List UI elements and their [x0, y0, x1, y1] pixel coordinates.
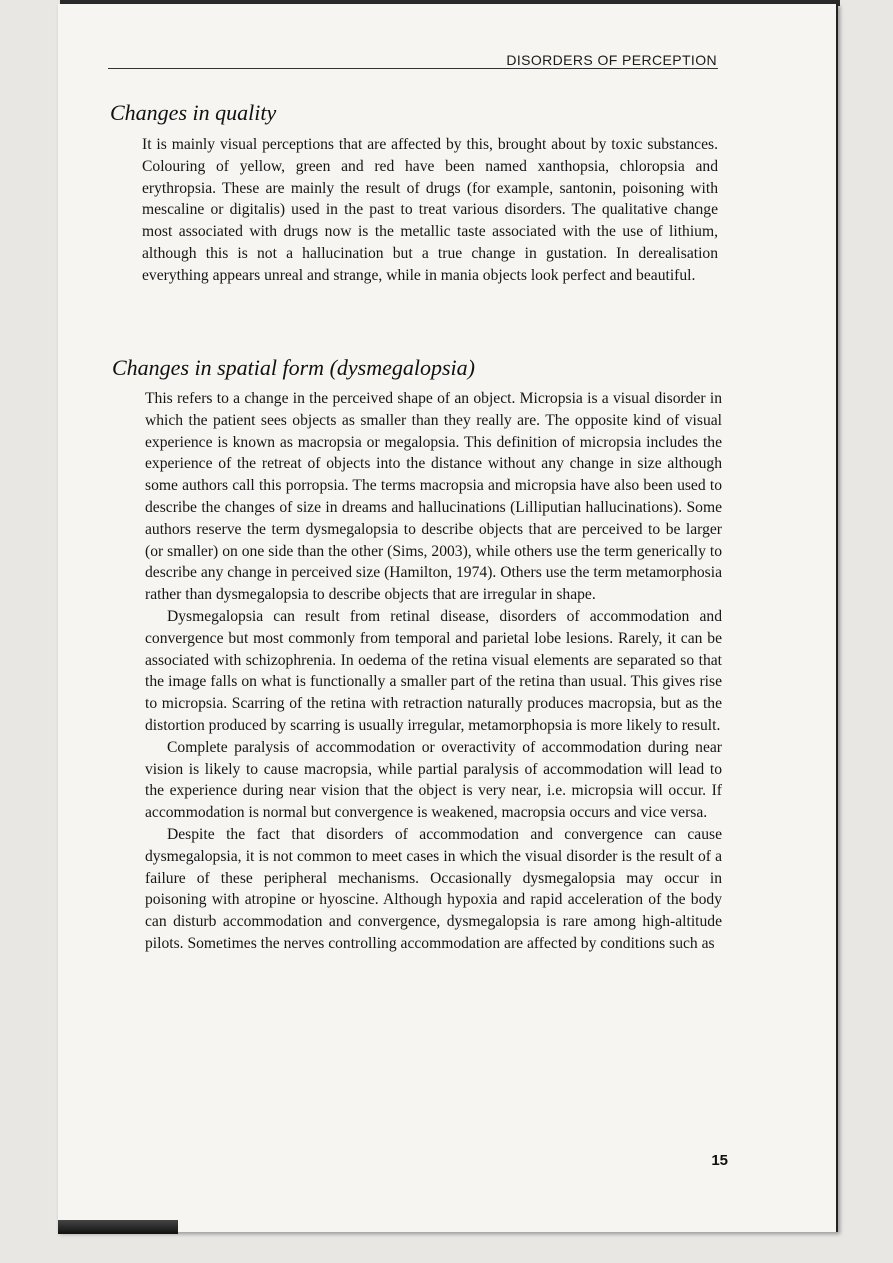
page-number: 15	[711, 1152, 728, 1169]
paragraph: Despite the fact that disorders of accommodation and convergence can cause dysmegalopsia, it is not common to meet cases in which the visual disorder is the result of a failure of these peripheral mechanisms. Occasionally dysmegalopsia may occur in poisoning with atropine or hyoscine. Although hypoxia and rapid acceleration of the body can disturb accommodation and convergence, dysmegalopsia is rare among high-altitude pilots. Sometimes the nerves controlling accommodation are affected by conditions such as	[145, 825, 722, 952]
paragraph: It is mainly visual perceptions that are affected by this, brought about by toxic substances. Colouring of yellow, green and red have been named xanthopsia, chloropsia and erythropsia. These are mainly the result of drugs (for example, santonin, poisoning with mescaline or digitalis) used in the past to treat various disorders. The qualitative change most associated with drugs now is the metallic taste associated with the use of lithium, although this is not a hallucination but a true change in gustation. In derealisation everything appears unreal and strange, while in mania objects look perfect and beautiful.	[142, 136, 718, 284]
section-title-quality: Changes in quality	[110, 100, 277, 125]
paragraph: This refers to a change in the perceived shape of an object. Micropsia is a visual disorder in which the patient sees objects as smaller than they really are. The opposite kind of visual experience is known as macropsia or megalopsia. This definition of micropsia includes the experience of the retreat of objects into the distance without any change in size although some authors call this porropsia. The terms macropsia and micropsia have also been used to describe the changes of size in dreams and hallucinations (Lilliputian hallucinations). Some authors reserve the term dysmegalopsia to describe objects that are perceived to be larger (or smaller) on one side than the other (Sims, 2003), while others use the term generically to describe any change in perceived size (Hamilton, 1974). Others use the term metamorphosia rather than dysmegalopsia to describe objects that are irregular in shape.	[145, 390, 722, 604]
section-title-spatial-form: Changes in spatial form (dysmegalopsia)	[112, 355, 475, 380]
paragraph: Complete paralysis of accommodation or overactivity of accommodation during near vision is likely to cause macropsia, while partial paralysis of accommodation will lead to the experience during near vision that the object is very near, i.e. micropsia will occur. If accommodation is normal but convergence is weakened, macropsia occurs and vice versa.	[145, 738, 722, 822]
header-rule	[108, 68, 718, 69]
section-body-spatial-form	[145, 388, 722, 955]
page-bottom-edge	[58, 1220, 178, 1234]
paragraph: Dysmegalopsia can result from retinal disease, disorders of accommodation and convergence but most commonly from temporal and parietal lobe lesions. Rarely, it can be associated with schizophrenia. In oedema of the retina visual elements are separated so that the image falls on what is functionally a smaller part of the retina than usual. This gives rise to micropsia. Scarring of the retina with retraction naturally produces macropsia, but as the distortion produced by scarring is usually irregular, metamorphopsia is more likely to result.	[145, 607, 722, 734]
section-body-quality	[142, 134, 718, 287]
running-head: DISORDERS OF PERCEPTION	[506, 52, 717, 68]
